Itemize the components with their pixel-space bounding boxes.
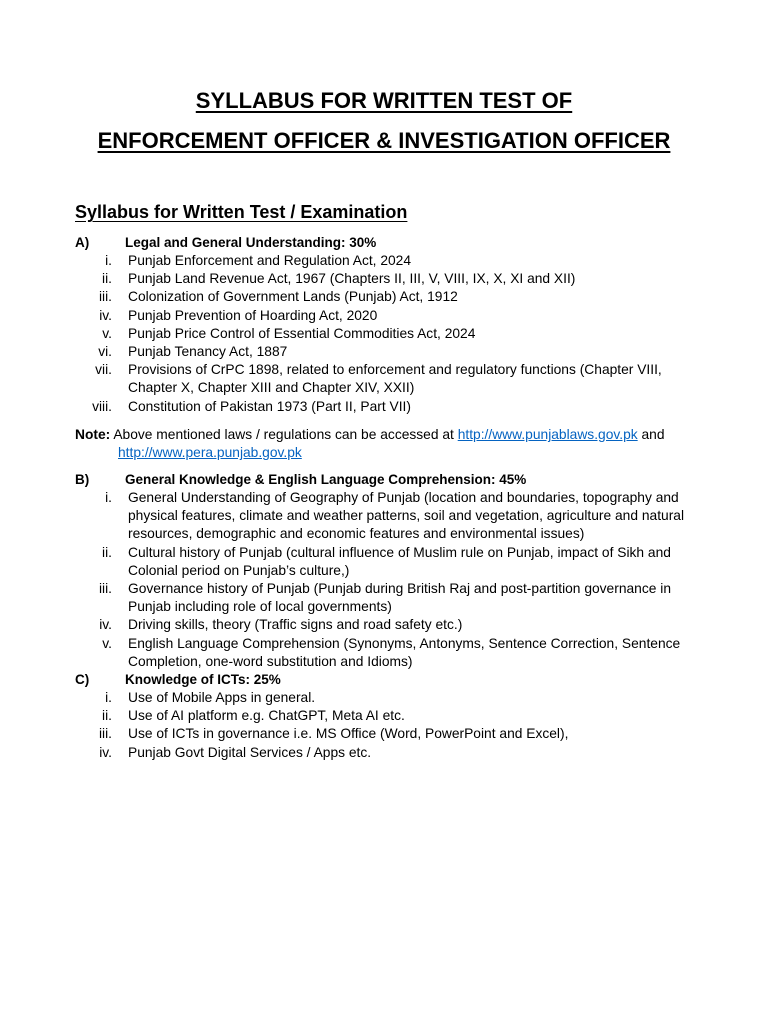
list-item-text: Constitution of Pakistan 1973 (Part II, Part VII): [128, 398, 411, 414]
punjablaws-link[interactable]: http://www.punjablaws.gov.pk: [457, 427, 638, 442]
list-item-text: Punjab Prevention of Hoarding Act, 2020: [128, 307, 378, 323]
list-item-text: Use of ICTs in governance i.e. MS Office (Word, PowerPoint and Excel),: [128, 726, 569, 742]
list-item: [75, 270, 695, 288]
list-item: [75, 398, 695, 416]
section-c-heading: [75, 672, 281, 687]
document-title-line-1: SYLLABUS FOR WRITTEN TEST OF: [195, 88, 573, 113]
note-label: Note:: [75, 427, 111, 442]
section-a-letter: A): [75, 235, 90, 250]
list-item-number: vii.: [95, 362, 112, 378]
section-b-list: [75, 489, 695, 671]
section-b-letter: B): [75, 472, 90, 487]
list-item: [75, 343, 695, 361]
section-a-title: Legal and General Understanding: 30%: [125, 235, 377, 250]
list-item-number: ii.: [102, 271, 112, 287]
list-item: [75, 252, 695, 270]
list-item-number: iii.: [98, 581, 112, 597]
list-item-number: iii.: [98, 289, 112, 305]
list-item: [75, 689, 695, 707]
section-c-letter: C): [75, 672, 90, 687]
list-item-text: Use of AI platform e.g. ChatGPT, Meta AI etc.: [128, 708, 405, 724]
list-item-text: Cultural history of Punjab (cultural influence of Muslim rule on Punjab, impact of Sikh and Colonial period on Punjab’s culture,): [128, 544, 671, 578]
list-item-number: iv.: [99, 307, 112, 323]
list-item: [75, 744, 695, 762]
list-item: [75, 544, 695, 580]
list-item: [75, 288, 695, 306]
list-item-text: Punjab Price Control of Essential Commodities Act, 2024: [128, 325, 476, 341]
list-item-number: iv.: [99, 617, 112, 633]
list-item-text: Punjab Govt Digital Services / Apps etc.: [128, 744, 372, 760]
list-item-text: Colonization of Government Lands (Punjab) Act, 1912: [128, 289, 458, 305]
list-item-number: vi.: [98, 344, 112, 360]
section-c-title: Knowledge of ICTs: 25%: [125, 672, 281, 687]
list-item: [75, 616, 695, 634]
section-c-list: [75, 689, 695, 762]
list-item-text: Governance history of Punjab (Punjab during British Raj and post-partition governance in Punjab including role of local governments): [128, 581, 671, 615]
list-item-number: iii.: [98, 726, 112, 742]
list-item: [75, 725, 695, 743]
list-item-number: ii.: [102, 544, 112, 560]
list-item-number: ii.: [102, 708, 112, 724]
list-item-text: Use of Mobile Apps in general.: [128, 690, 316, 705]
list-item-number: i.: [105, 490, 112, 505]
document-title-line-2: ENFORCEMENT OFFICER & INVESTIGATION OFFICER: [97, 128, 671, 153]
list-item: [75, 707, 695, 725]
list-item-text: Punjab Land Revenue Act, 1967 (Chapters II, III, V, VIII, IX, X, XI and XII): [128, 271, 576, 287]
section-b-title: General Knowledge & English Language Comprehension: 45%: [125, 472, 527, 487]
section-a-heading: [75, 235, 376, 250]
pera-link[interactable]: http://www.pera.punjab.gov.pk: [118, 445, 302, 461]
list-item-number: iv.: [99, 744, 112, 760]
list-item-number: v.: [102, 325, 112, 341]
list-item: [75, 325, 695, 343]
list-item: [75, 361, 695, 397]
list-item-number: i.: [105, 253, 112, 268]
list-item-text: Provisions of CrPC 1898, related to enforcement and regulatory functions (Chapter VIII, Chapter X, Chapter XIII and Chapter XIV, XXII): [128, 362, 662, 396]
list-item: [75, 580, 695, 616]
list-item-text: Punjab Enforcement and Regulation Act, 2024: [128, 253, 412, 268]
list-item: [75, 635, 695, 671]
list-item-number: viii.: [92, 398, 112, 414]
list-item-text: General Understanding of Geography of Punjab (location and boundaries, topography and physical features, climate and weather patterns, soil and vegetation, agriculture and natural resources, demographic and economic features and environmental issues): [128, 490, 685, 542]
laws-note: [75, 426, 715, 462]
list-item: [75, 489, 695, 544]
list-item-number: v.: [102, 635, 112, 651]
list-item-text: Punjab Tenancy Act, 1887: [128, 344, 288, 360]
list-item: [75, 307, 695, 325]
note-and: and: [637, 427, 665, 442]
section-b-heading: [75, 472, 526, 487]
section-a-list: [75, 252, 695, 416]
list-item-text: Driving skills, theory (Traffic signs and road safety etc.): [128, 617, 463, 633]
list-item-text: English Language Comprehension (Synonyms, Antonyms, Sentence Correction, Sentence Completion, one-word substitution and Idioms): [128, 635, 681, 669]
list-item-number: i.: [105, 690, 112, 705]
note-text: Above mentioned laws / regulations can be accessed at: [110, 427, 458, 442]
syllabus-subheading: Syllabus for Written Test / Examination: [75, 202, 408, 222]
